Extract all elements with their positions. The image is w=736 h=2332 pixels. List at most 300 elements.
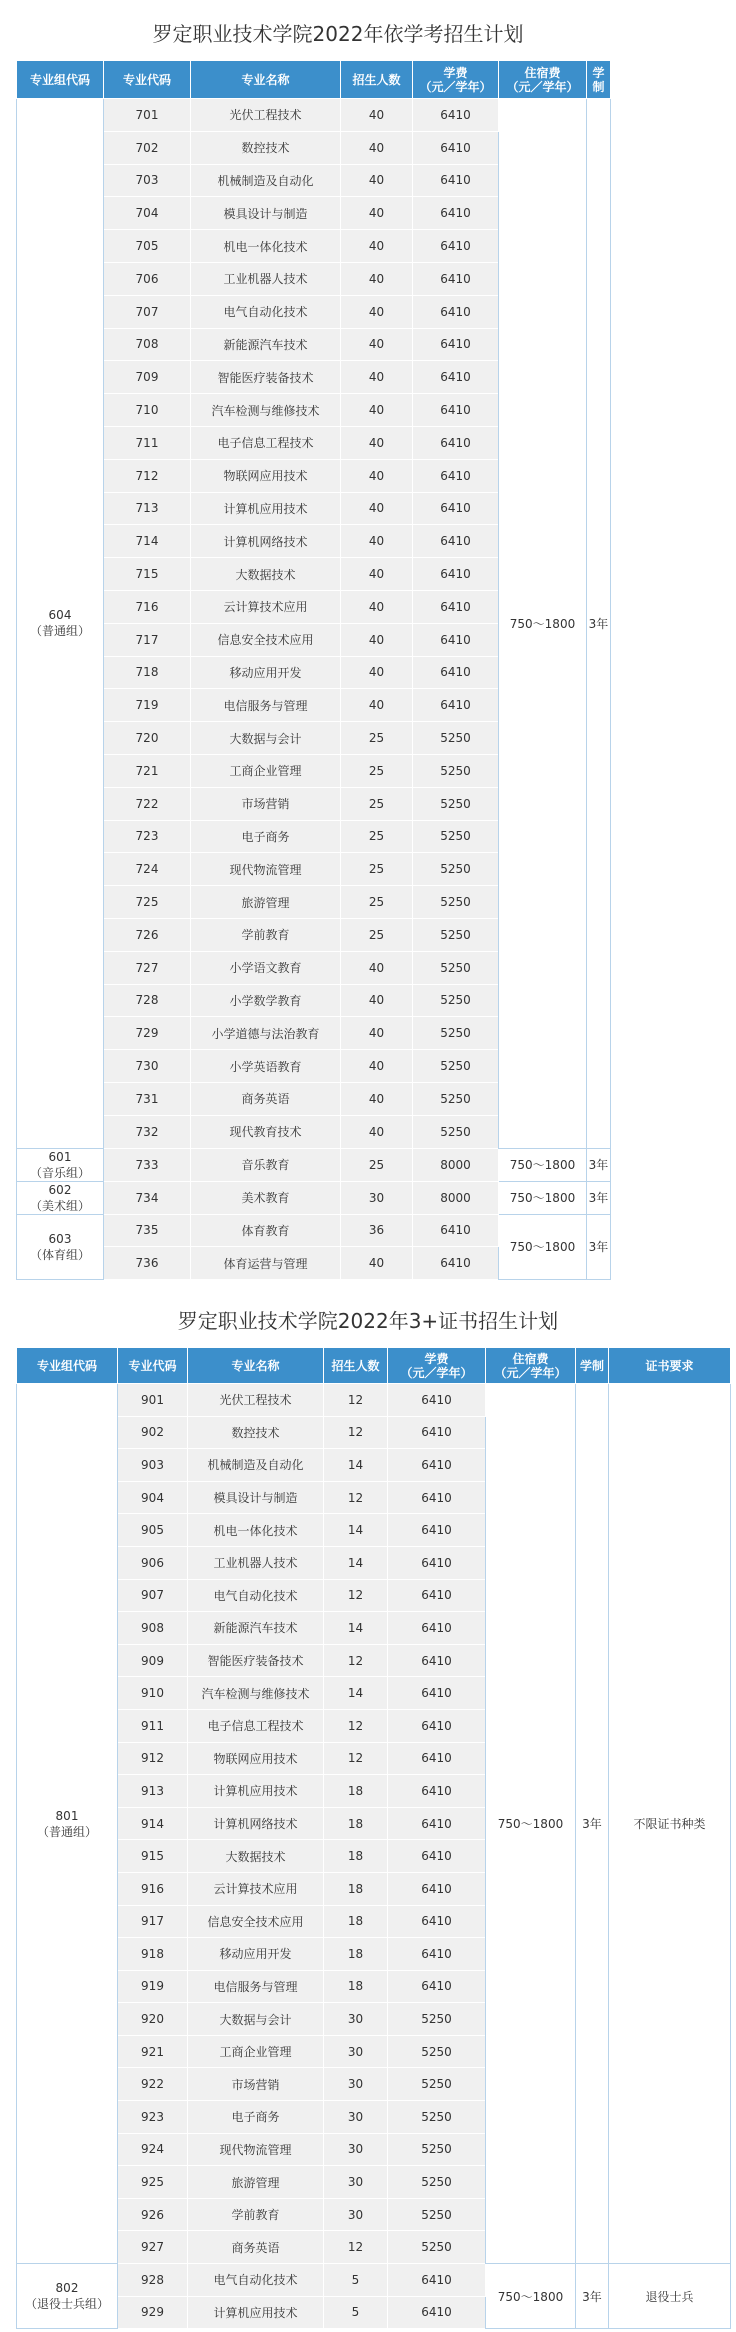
enrollment-table-xuekao [16,60,611,1280]
major-code: 705 [104,230,191,263]
major-name: 新能源汽车技术 [188,1612,324,1645]
major-code: 909 [118,1644,188,1677]
major-code: 914 [118,1807,188,1840]
major-name: 计算机网络技术 [191,525,341,558]
major-name: 旅游管理 [188,2166,324,2199]
major-code: 903 [118,1449,188,1482]
enroll-count: 12 [324,1644,388,1677]
major-code: 929 [118,2296,188,2329]
header-dorm-fee [486,1348,576,1384]
major-code: 707 [104,295,191,328]
major-name: 智能医疗装备技术 [191,361,341,394]
tuition: 6410 [388,2264,486,2297]
enroll-count: 18 [324,1807,388,1840]
major-name: 电子信息工程技术 [188,1709,324,1742]
tuition: 6410 [413,262,499,295]
group-code-cell [17,1181,104,1214]
major-name: 物联网应用技术 [188,1742,324,1775]
major-name: 信息安全技术应用 [191,623,341,656]
major-code: 731 [104,1082,191,1115]
enroll-count: 40 [341,525,413,558]
major-name: 大数据与会计 [188,2003,324,2036]
tuition: 6410 [388,1416,486,1449]
enroll-count: 40 [341,1082,413,1115]
major-name: 计算机应用技术 [188,1775,324,1808]
enroll-count: 18 [324,1938,388,1971]
major-name: 旅游管理 [191,886,341,919]
table1-body [17,99,611,1280]
enroll-count: 12 [324,1709,388,1742]
major-name: 大数据技术 [191,558,341,591]
enroll-count: 40 [341,492,413,525]
years: 3年 [576,1384,609,2264]
tuition: 5250 [388,2101,486,2134]
major-code: 712 [104,459,191,492]
major-name: 信息安全技术应用 [188,1905,324,1938]
years: 3年 [576,2264,609,2329]
major-name: 汽车检测与维修技术 [188,1677,324,1710]
major-name: 新能源汽车技术 [191,328,341,361]
group-code: 604 [48,608,72,623]
major-code: 724 [104,853,191,886]
group-label: （音乐组） [29,1165,90,1180]
major-code: 702 [104,131,191,164]
group-label: （退役士兵组） [24,2297,109,2312]
major-code: 734 [104,1181,191,1214]
enroll-count: 25 [341,918,413,951]
major-name: 光伏工程技术 [188,1384,324,1417]
major-code: 915 [118,1840,188,1873]
major-code: 922 [118,2068,188,2101]
tuition: 6410 [388,1384,486,1417]
tuition: 5250 [413,1017,499,1050]
major-code: 910 [118,1677,188,1710]
enroll-count: 12 [324,2231,388,2264]
tuition: 6410 [413,99,499,132]
tuition: 6410 [413,197,499,230]
major-code: 921 [118,2035,188,2068]
enroll-count: 40 [341,230,413,263]
enroll-count: 25 [341,722,413,755]
enroll-count: 40 [341,656,413,689]
dorm-fee: 750～1800 [499,1214,587,1280]
enroll-count: 14 [324,1449,388,1482]
tuition: 6410 [413,590,499,623]
major-code: 919 [118,1970,188,2003]
enroll-count: 18 [324,1970,388,2003]
major-code: 701 [104,99,191,132]
enroll-count: 40 [341,394,413,427]
major-name: 现代教育技术 [191,1115,341,1148]
major-code: 717 [104,623,191,656]
header-tuition-line2: （元／学年） [400,1365,473,1380]
enroll-count: 40 [341,262,413,295]
major-name: 工商企业管理 [191,754,341,787]
major-name: 光伏工程技术 [191,99,341,132]
enroll-count: 30 [324,2198,388,2231]
tuition: 6410 [413,623,499,656]
header-tuition-line2: （元／学年） [419,79,492,94]
major-name: 智能医疗装备技术 [188,1644,324,1677]
tuition: 6410 [388,1775,486,1808]
enroll-count: 14 [324,1514,388,1547]
enroll-count: 40 [341,558,413,591]
major-code: 716 [104,590,191,623]
enroll-count: 25 [341,1148,413,1181]
enroll-count: 18 [324,1872,388,1905]
enroll-count: 25 [341,820,413,853]
major-code: 735 [104,1214,191,1247]
tuition: 5250 [413,754,499,787]
major-name: 体育教育 [191,1214,341,1247]
major-name: 市场营销 [188,2068,324,2101]
major-code: 913 [118,1775,188,1808]
dorm-fee: 750～1800 [499,1148,587,1181]
major-code: 908 [118,1612,188,1645]
major-name: 电气自动化技术 [188,1579,324,1612]
tuition: 5250 [388,2166,486,2199]
major-code: 917 [118,1905,188,1938]
tuition: 8000 [413,1181,499,1214]
enroll-count: 40 [341,361,413,394]
enroll-count: 12 [324,1481,388,1514]
tuition: 6410 [388,1709,486,1742]
enrollment-table-3plus-cert [16,1347,731,2329]
major-code: 730 [104,1050,191,1083]
major-name: 现代物流管理 [191,853,341,886]
major-code: 924 [118,2133,188,2166]
major-name: 模具设计与制造 [191,197,341,230]
major-name: 商务英语 [188,2231,324,2264]
major-name: 学前教育 [191,918,341,951]
major-name: 机电一体化技术 [191,230,341,263]
header-dorm-line2: （元／学年） [506,79,579,94]
tuition: 6410 [388,2296,486,2329]
group-label: （体育组） [29,1247,90,1262]
enroll-count: 30 [324,2068,388,2101]
tuition: 6410 [413,164,499,197]
tuition: 6410 [388,1742,486,1775]
enroll-count: 12 [324,1742,388,1775]
tuition: 6410 [388,1514,486,1547]
enroll-count: 40 [341,197,413,230]
major-code: 905 [118,1514,188,1547]
enroll-count: 40 [341,295,413,328]
tuition: 6410 [413,328,499,361]
major-code: 736 [104,1247,191,1280]
major-name: 商务英语 [191,1082,341,1115]
major-code: 723 [104,820,191,853]
major-code: 703 [104,164,191,197]
major-code: 709 [104,361,191,394]
header-cert-requirement: 证书要求 [609,1348,731,1384]
major-name: 学前教育 [188,2198,324,2231]
major-name: 计算机网络技术 [188,1807,324,1840]
dorm-fee: 750～1800 [486,1384,576,2264]
header-tuition [388,1348,486,1384]
enroll-count: 40 [341,131,413,164]
group-code-cell [17,1384,118,2264]
tuition: 5250 [388,2003,486,2036]
group-code: 802 [55,2281,79,2296]
tuition: 6410 [413,394,499,427]
major-code: 918 [118,1938,188,1971]
major-name: 大数据与会计 [191,722,341,755]
major-name: 电子信息工程技术 [191,426,341,459]
major-code: 729 [104,1017,191,1050]
major-name: 工业机器人技术 [188,1546,324,1579]
header-enroll-count: 招生人数 [324,1348,388,1384]
header-tuition-line1: 学费 [443,65,468,80]
header-years: 学制 [576,1348,609,1384]
major-name: 数控技术 [188,1416,324,1449]
group-code: 602 [48,1182,72,1197]
tuition: 6410 [413,459,499,492]
dorm-fee: 750～1800 [499,99,587,1149]
enroll-count: 5 [324,2296,388,2329]
header-dorm-fee [499,61,587,99]
major-name: 移动应用开发 [188,1938,324,1971]
group-code-cell [17,1214,104,1280]
cert-requirement: 退役士兵 [609,2264,731,2329]
major-code: 713 [104,492,191,525]
major-code: 927 [118,2231,188,2264]
tuition: 5250 [413,984,499,1017]
header-major-name: 专业名称 [191,61,341,99]
major-name: 大数据技术 [188,1840,324,1873]
major-code: 904 [118,1481,188,1514]
enroll-count: 40 [341,99,413,132]
tuition: 8000 [413,1148,499,1181]
tuition: 6410 [388,1905,486,1938]
dorm-fee: 750～1800 [486,2264,576,2329]
enroll-count: 40 [341,1247,413,1280]
tuition: 6410 [388,1677,486,1710]
header-dorm-line1: 住宿费 [512,1351,549,1366]
major-code: 912 [118,1742,188,1775]
major-code: 726 [104,918,191,951]
years: 3年 [587,1181,611,1214]
tuition: 6410 [413,1247,499,1280]
enroll-count: 18 [324,1840,388,1873]
table-row [17,1181,611,1214]
dorm-fee: 750～1800 [499,1181,587,1214]
enroll-count: 30 [324,2133,388,2166]
tuition: 6410 [388,1970,486,2003]
major-code: 732 [104,1115,191,1148]
group-code: 801 [55,1808,79,1823]
table-row [17,2264,731,2297]
major-name: 美术教育 [191,1181,341,1214]
tuition: 5250 [388,2231,486,2264]
major-name: 电气自动化技术 [188,2264,324,2297]
tuition: 6410 [413,361,499,394]
tuition: 6410 [388,1579,486,1612]
major-name: 小学数学教育 [191,984,341,1017]
tuition: 5250 [413,918,499,951]
major-name: 工业机器人技术 [191,262,341,295]
table-row [17,99,611,132]
tuition: 6410 [388,1546,486,1579]
group-code-cell [17,1148,104,1181]
major-name: 现代物流管理 [188,2133,324,2166]
table-row [17,1214,611,1247]
header-tuition-line1: 学费 [424,1351,449,1366]
table2-title: 罗定职业技术学院2022年3+证书招生计划 [177,1309,559,1333]
tuition: 5250 [413,820,499,853]
header-enroll-count: 招生人数 [341,61,413,99]
enroll-count: 40 [341,689,413,722]
tuition: 6410 [388,1644,486,1677]
enroll-count: 5 [324,2264,388,2297]
enroll-count: 40 [341,590,413,623]
major-name: 小学道德与法治教育 [191,1017,341,1050]
major-code: 704 [104,197,191,230]
major-code: 728 [104,984,191,1017]
header-group-code: 专业组代码 [17,1348,118,1384]
major-name: 数控技术 [191,131,341,164]
major-name: 市场营销 [191,787,341,820]
enroll-count: 25 [341,853,413,886]
major-code: 733 [104,1148,191,1181]
enroll-count: 14 [324,1612,388,1645]
major-name: 云计算技术应用 [188,1872,324,1905]
major-name: 移动应用开发 [191,656,341,689]
major-code: 727 [104,951,191,984]
major-code: 926 [118,2198,188,2231]
tuition: 5250 [413,951,499,984]
tuition: 6410 [388,1481,486,1514]
tuition: 6410 [413,689,499,722]
header-tuition [413,61,499,99]
tuition: 6410 [388,1807,486,1840]
enroll-count: 12 [324,1384,388,1417]
major-code: 906 [118,1546,188,1579]
enroll-count: 40 [341,328,413,361]
years: 3年 [587,1148,611,1181]
header-major-name: 专业名称 [188,1348,324,1384]
major-code: 718 [104,656,191,689]
enroll-count: 30 [324,2035,388,2068]
tuition: 6410 [413,558,499,591]
header-group-code: 专业组代码 [17,61,104,99]
enroll-count: 40 [341,164,413,197]
major-code: 714 [104,525,191,558]
tuition: 5250 [413,1115,499,1148]
major-code: 916 [118,1872,188,1905]
tuition: 5250 [388,2198,486,2231]
group-code: 603 [48,1231,72,1246]
table-row [17,1148,611,1181]
major-code: 923 [118,2101,188,2134]
major-code: 907 [118,1579,188,1612]
major-name: 电气自动化技术 [191,295,341,328]
tuition: 6410 [388,1840,486,1873]
table-row [17,1384,731,1417]
table1-title: 罗定职业技术学院2022年依学考招生计划 [152,22,524,46]
major-name: 计算机应用技术 [191,492,341,525]
header-dorm-line1: 住宿费 [524,65,561,80]
major-name: 机械制造及自动化 [188,1449,324,1482]
major-name: 电信服务与管理 [188,1970,324,2003]
major-code: 719 [104,689,191,722]
enroll-count: 14 [324,1546,388,1579]
major-code: 911 [118,1709,188,1742]
major-name: 计算机应用技术 [188,2296,324,2329]
enroll-count: 40 [341,984,413,1017]
enroll-count: 30 [324,2101,388,2134]
major-code: 925 [118,2166,188,2199]
major-name: 机电一体化技术 [188,1514,324,1547]
major-code: 928 [118,2264,188,2297]
tuition: 5250 [413,1082,499,1115]
enroll-count: 40 [341,1050,413,1083]
cert-requirement: 不限证书种类 [609,1384,731,2264]
major-code: 721 [104,754,191,787]
enroll-count: 30 [341,1181,413,1214]
group-code-cell [17,2264,118,2329]
group-label: （普通组） [29,624,90,639]
major-code: 711 [104,426,191,459]
tuition: 6410 [413,131,499,164]
major-code: 715 [104,558,191,591]
group-label: （美术组） [29,1198,90,1213]
major-name: 电信服务与管理 [191,689,341,722]
header-years: 学制 [587,61,611,99]
major-code: 720 [104,722,191,755]
major-name: 云计算技术应用 [191,590,341,623]
major-name: 电子商务 [188,2101,324,2134]
tuition: 6410 [388,1449,486,1482]
enroll-count: 30 [324,2003,388,2036]
enroll-count: 40 [341,426,413,459]
major-code: 706 [104,262,191,295]
major-name: 音乐教育 [191,1148,341,1181]
tuition: 5250 [388,2035,486,2068]
tuition: 6410 [413,656,499,689]
tuition: 5250 [413,722,499,755]
major-code: 902 [118,1416,188,1449]
major-name: 体育运营与管理 [191,1247,341,1280]
major-code: 920 [118,2003,188,2036]
enroll-count: 14 [324,1677,388,1710]
enroll-count: 40 [341,1017,413,1050]
major-name: 汽车检测与维修技术 [191,394,341,427]
tuition: 6410 [388,1938,486,1971]
tuition: 5250 [388,2068,486,2101]
tuition: 6410 [388,1872,486,1905]
tuition: 6410 [388,1612,486,1645]
enroll-count: 25 [341,754,413,787]
header-major-code: 专业代码 [104,61,191,99]
major-code: 710 [104,394,191,427]
major-name: 模具设计与制造 [188,1481,324,1514]
header-dorm-line2: （元／学年） [494,1365,567,1380]
major-name: 小学英语教育 [191,1050,341,1083]
tuition: 6410 [413,230,499,263]
years: 3年 [587,1214,611,1280]
enroll-count: 25 [341,787,413,820]
major-code: 708 [104,328,191,361]
enroll-count: 40 [341,951,413,984]
major-name: 机械制造及自动化 [191,164,341,197]
tuition: 5250 [388,2133,486,2166]
tuition: 6410 [413,295,499,328]
enroll-count: 40 [341,623,413,656]
tuition: 5250 [413,1050,499,1083]
group-label: （普通组） [36,1824,97,1839]
enroll-count: 12 [324,1416,388,1449]
